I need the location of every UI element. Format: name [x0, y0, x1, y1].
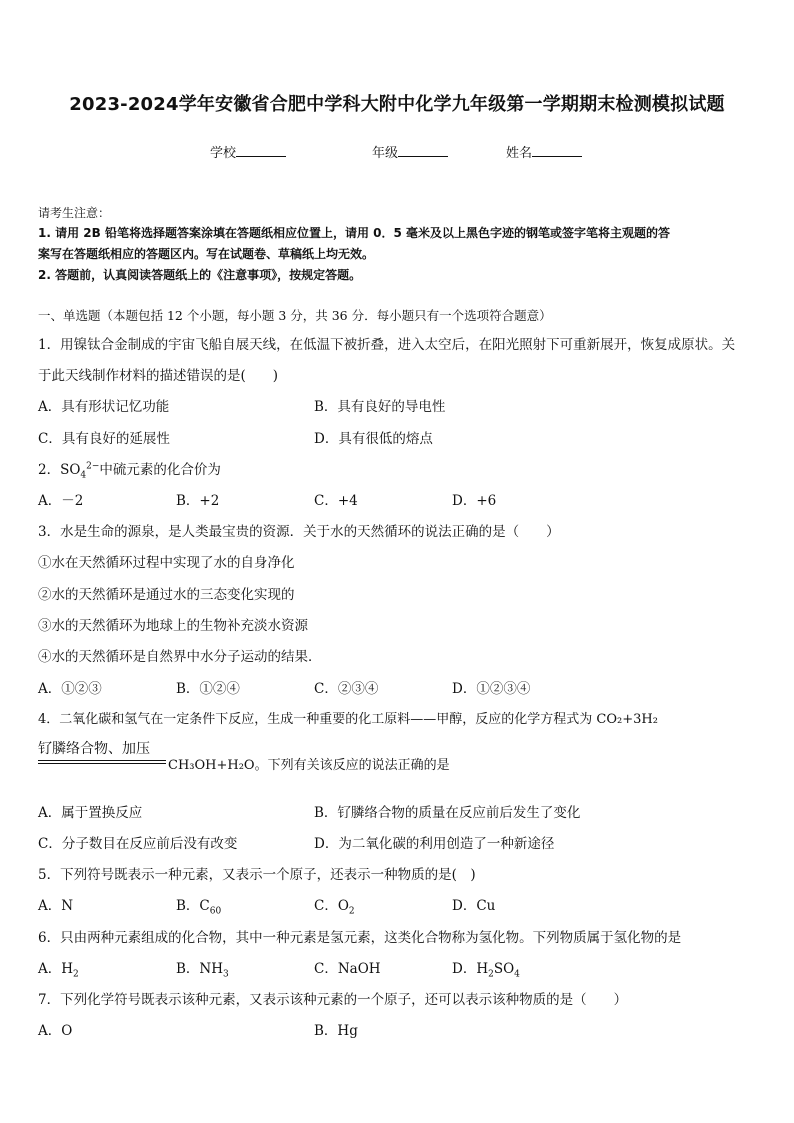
school-label: 学校: [210, 146, 237, 161]
q6-option-a: [38, 957, 79, 980]
q3-option-b: B．①②④: [176, 681, 240, 697]
equation-line-top: [38, 760, 166, 761]
school-field: [210, 142, 286, 161]
q7-option-b: B．Hg: [314, 1023, 358, 1039]
q2-option-a: A．－2: [38, 493, 84, 509]
q5-b-text: B．C: [176, 898, 210, 914]
q5-option-b: [176, 894, 221, 917]
q6-a-sub: 2: [73, 969, 79, 980]
q1-option-c: C．具有良好的延展性: [38, 431, 170, 447]
equation-line-bottom: [38, 763, 166, 764]
q6-d-text: D．H: [452, 961, 489, 977]
q2-stem-pre: 2．SO: [38, 462, 81, 478]
q7-option-a: A．O: [38, 1023, 73, 1039]
q3-option-a: A．①②③: [38, 681, 102, 697]
q3-option-c: C．②③④: [314, 681, 379, 697]
q6-d-mid: SO: [493, 961, 515, 977]
q2-option-b: B．+2: [176, 493, 220, 509]
reaction-condition: [38, 738, 166, 764]
q3-statement-1: ①水在天然循环过程中实现了水的自身净化: [38, 555, 295, 571]
q2-sup: 2−: [86, 461, 100, 472]
q1-stem-line2: 于此天线制作材料的描述错误的是( ): [38, 368, 279, 384]
q5-b-sub: 60: [209, 906, 222, 917]
q5-option-a: A．N: [38, 898, 74, 914]
q6-stem: 6．只由两种元素组成的化合物，其中一种元素是氢元素，这类化合物称为氢化物。下列物质属于氢化物的是: [38, 930, 682, 946]
q4-option-a: A．属于置换反应: [38, 805, 143, 821]
q4-products: CH₃OH+H₂O。下列有关该反应的说法正确的是: [168, 758, 450, 773]
q2-option-c: C．+4: [314, 493, 358, 509]
name-blank: [532, 144, 582, 157]
reaction-condition-text: 钌膦络合物、加压: [38, 741, 150, 757]
q2-stem-post: 中硫元素的化合价为: [99, 462, 221, 478]
q6-option-c: C．NaOH: [314, 961, 381, 977]
notice-line1: 1. 请用 2B 铅笔将选择题答案涂填在答题纸相应位置上，请用 0．5 毫米及以上黑色字迹的钢笔或签字笔将主观题的答: [38, 226, 670, 240]
q6-b-sub: 3: [223, 969, 229, 980]
q6-d-sub2: 4: [514, 969, 520, 980]
grade-field: [372, 142, 448, 161]
q4-option-d: D．为二氧化碳的利用创造了一种新途径: [314, 836, 555, 852]
q1-option-d: D．具有很低的熔点: [314, 431, 433, 447]
q6-option-b: [176, 957, 229, 980]
q2-sub: 4: [80, 470, 87, 481]
q3-statement-3: ③水的天然循环为地球上的生物补充淡水资源: [38, 618, 308, 634]
school-blank: [236, 144, 286, 157]
q3-statement-4: ④水的天然循环是自然界中水分子运动的结果．: [38, 649, 322, 665]
q5-c-text: C．O: [314, 898, 349, 914]
name-label: 姓名: [506, 146, 533, 161]
q3-statement-2: ②水的天然循环是通过水的三态变化实现的: [38, 587, 295, 603]
q4-option-c: C．分子数目在反应前后没有改变: [38, 836, 238, 852]
page-title: 2023-2024学年安徽省合肥中学科大附中化学九年级第一学期期末检测模拟试题: [69, 94, 725, 115]
q1-stem-line1: 1．用镍钛合金制成的宇宙飞船自展天线，在低温下被折叠，进入太空后，在阳光照射下可重新展开，恢复成原状。关: [38, 337, 736, 353]
grade-blank: [398, 144, 448, 157]
q7-stem: 7．下列化学符号既表示该种元素，又表示该种元素的一个原子，还可以表示该种物质的是（ ）: [38, 992, 628, 1008]
q6-d-sub: 2: [488, 969, 494, 980]
grade-label: 年级: [372, 146, 399, 161]
q1-option-b: B．具有良好的导电性: [314, 399, 446, 415]
section-heading: 一、单选题（本题包括 12 个小题，每小题 3 分，共 36 分．每小题只有一个选项符合题意）: [38, 308, 552, 323]
q6-b-text: B．NH: [176, 961, 224, 977]
q3-stem: 3．水是生命的源泉，是人类最宝贵的资源．关于水的天然循环的说法正确的是（ ）: [38, 524, 560, 540]
q1-option-a: A．具有形状记忆功能: [38, 399, 170, 415]
q4-stem: 4．二氧化碳和氢气在一定条件下反应，生成一种重要的化工原料——甲醇，反应的化学方程式为 CO₂+3H₂: [38, 712, 658, 727]
q2-option-d: D．+6: [452, 493, 497, 509]
q6-a-text: A．H: [38, 961, 74, 977]
q4-option-b: B．钌膦络合物的质量在反应前后发生了变化: [314, 805, 581, 821]
notice-line2: 2. 答题前，认真阅读答题纸上的《注意事项》，按规定答题。: [38, 268, 362, 282]
q5-stem: 5．下列符号既表示一种元素，又表示一个原子，还表示一种物质的是( ): [38, 867, 476, 883]
notice-heading: 请考生注意：: [38, 206, 111, 220]
name-field: [506, 142, 582, 161]
q3-option-d: D．①②③④: [452, 681, 531, 697]
q2-stem: [38, 458, 221, 481]
q5-option-d: D．Cu: [452, 898, 496, 914]
notice-line1b: 案写在答题纸相应的答题区内。写在试题卷、草稿纸上均无效。: [38, 247, 375, 261]
q6-option-d: [452, 957, 520, 980]
q5-c-sub: 2: [348, 906, 355, 917]
q5-option-c: [314, 894, 355, 917]
